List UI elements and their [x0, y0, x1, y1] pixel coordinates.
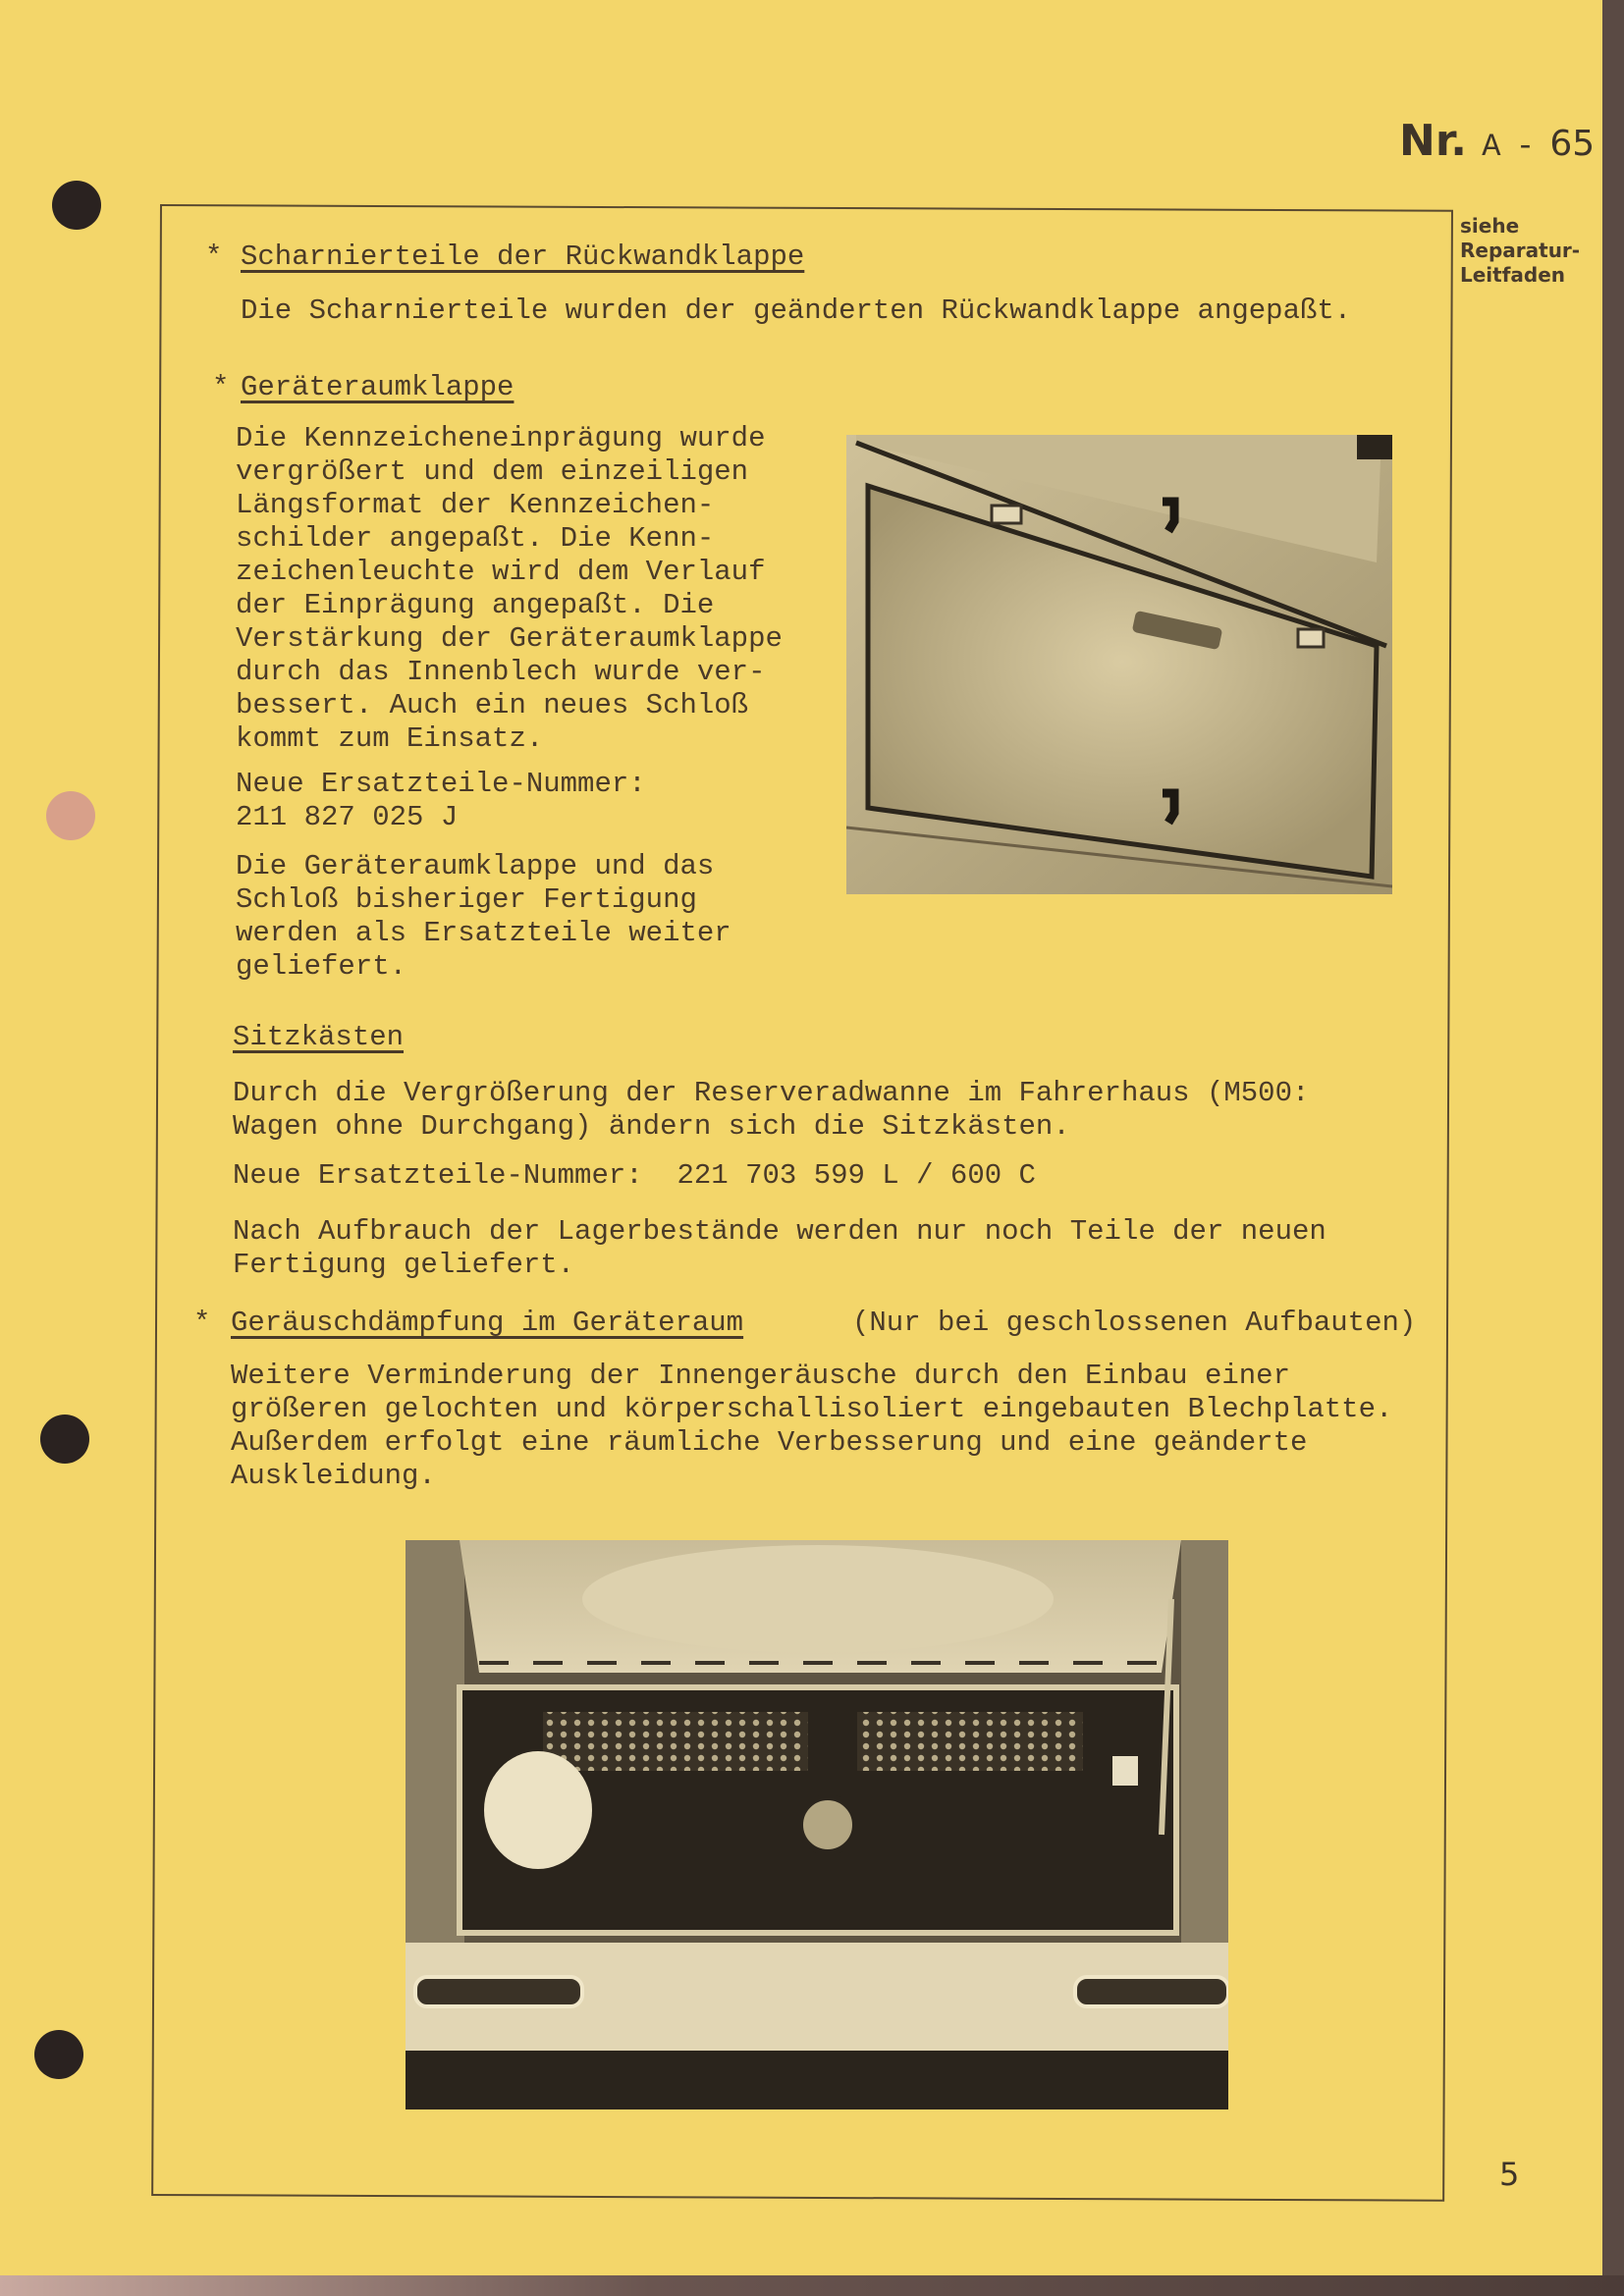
note-line: Die Geräteraumklappe und das	[236, 850, 715, 882]
body-line: Längsformat der Kennzeichen-	[236, 489, 715, 521]
body-line: vergrößert und dem einzeiligen	[236, 455, 749, 488]
section-body	[231, 1360, 1392, 1493]
body-line: schilder angepaßt. Die Kenn-	[236, 522, 715, 555]
nr-label: Nr.	[1399, 116, 1467, 166]
body-line: Außerdem erfolgt eine räumliche Verbesserung und eine geänderte	[231, 1426, 1308, 1459]
scan-edge-right	[1602, 0, 1624, 2296]
body-line: kommt zum Einsatz.	[236, 722, 544, 755]
section-body	[233, 1077, 1309, 1144]
body-line: Verstärkung der Geräteraumklappe	[236, 622, 783, 655]
body-line: bessert. Auch ein neues Schloß	[236, 689, 749, 721]
section-heading-equipment-flap: Geräteraumklappe	[241, 371, 514, 403]
body-line: Durch die Vergrößerung der Reserveradwanne im Fahrerhaus (M500:	[233, 1077, 1310, 1109]
change-marker: *	[212, 371, 230, 403]
punch-hole	[46, 791, 95, 840]
note-line: Nach Aufbrauch der Lagerbestände werden nur noch Teile der neuen	[233, 1215, 1326, 1248]
section-qualifier: (Nur bei geschlossenen Aufbauten)	[852, 1307, 1417, 1339]
note-line: Schloß bisheriger Fertigung	[236, 883, 697, 916]
scan-edge-bottom	[0, 2275, 1624, 2296]
section-heading-seat-boxes: Sitzkästen	[233, 1021, 405, 1053]
photo-equipment-compartment	[406, 1540, 1228, 2109]
body-line: Auskleidung.	[231, 1460, 436, 1492]
side-note-line: Reparatur-	[1460, 239, 1581, 262]
part-number: 211 827 025 J	[236, 801, 459, 833]
section-heading-hinge-parts: Scharnierteile der Rückwandklappe	[241, 240, 805, 273]
body-line: Wagen ohne Durchgang) ändern sich die Sitzkästen.	[233, 1110, 1070, 1143]
part-number-line: Neue Ersatzteile-Nummer: 221 703 599 L / 600 C	[233, 1159, 1036, 1192]
nr-dash: -	[1515, 129, 1536, 165]
body-line: zeichenleuchte wird dem Verlauf	[236, 556, 766, 588]
section-note	[233, 1215, 1326, 1282]
page-number: 5	[1499, 2156, 1520, 2193]
body-line: Weitere Verminderung der Innengeräusche durch den Einbau einer	[231, 1360, 1290, 1392]
side-note-line: siehe	[1460, 214, 1520, 238]
side-note-line: Leitfaden	[1460, 263, 1566, 287]
note-line: Fertigung geliefert.	[233, 1249, 575, 1281]
punch-hole	[52, 181, 101, 230]
side-note	[1460, 214, 1580, 288]
photo-equipment-flap	[846, 435, 1392, 894]
punch-hole	[40, 1415, 89, 1464]
body-line: Die Kennzeicheneinprägung wurde	[236, 422, 766, 454]
nr-series: A	[1482, 129, 1501, 165]
section-body	[236, 422, 783, 756]
change-marker: *	[205, 240, 223, 273]
section-body: Die Scharnierteile wurden der geänderten Rückwandklappe angepaßt.	[241, 294, 1352, 327]
change-marker: *	[193, 1307, 211, 1339]
body-line: durch das Innenblech wurde ver-	[236, 656, 766, 688]
body-line: der Einprägung angepaßt. Die	[236, 589, 715, 621]
document-number	[1399, 116, 1595, 166]
body-line: größeren gelochten und körperschallisoliert eingebauten Blechplatte.	[231, 1393, 1393, 1425]
section-heading-noise-damping: Geräuschdämpfung im Geräteraum	[231, 1307, 744, 1339]
nr-number: 65	[1549, 124, 1596, 164]
note-line: werden als Ersatzteile weiter	[236, 917, 731, 949]
part-number-label: Neue Ersatzteile-Nummer:	[236, 768, 646, 800]
section-note	[236, 850, 731, 984]
note-line: geliefert.	[236, 950, 407, 983]
punch-hole	[34, 2030, 83, 2079]
